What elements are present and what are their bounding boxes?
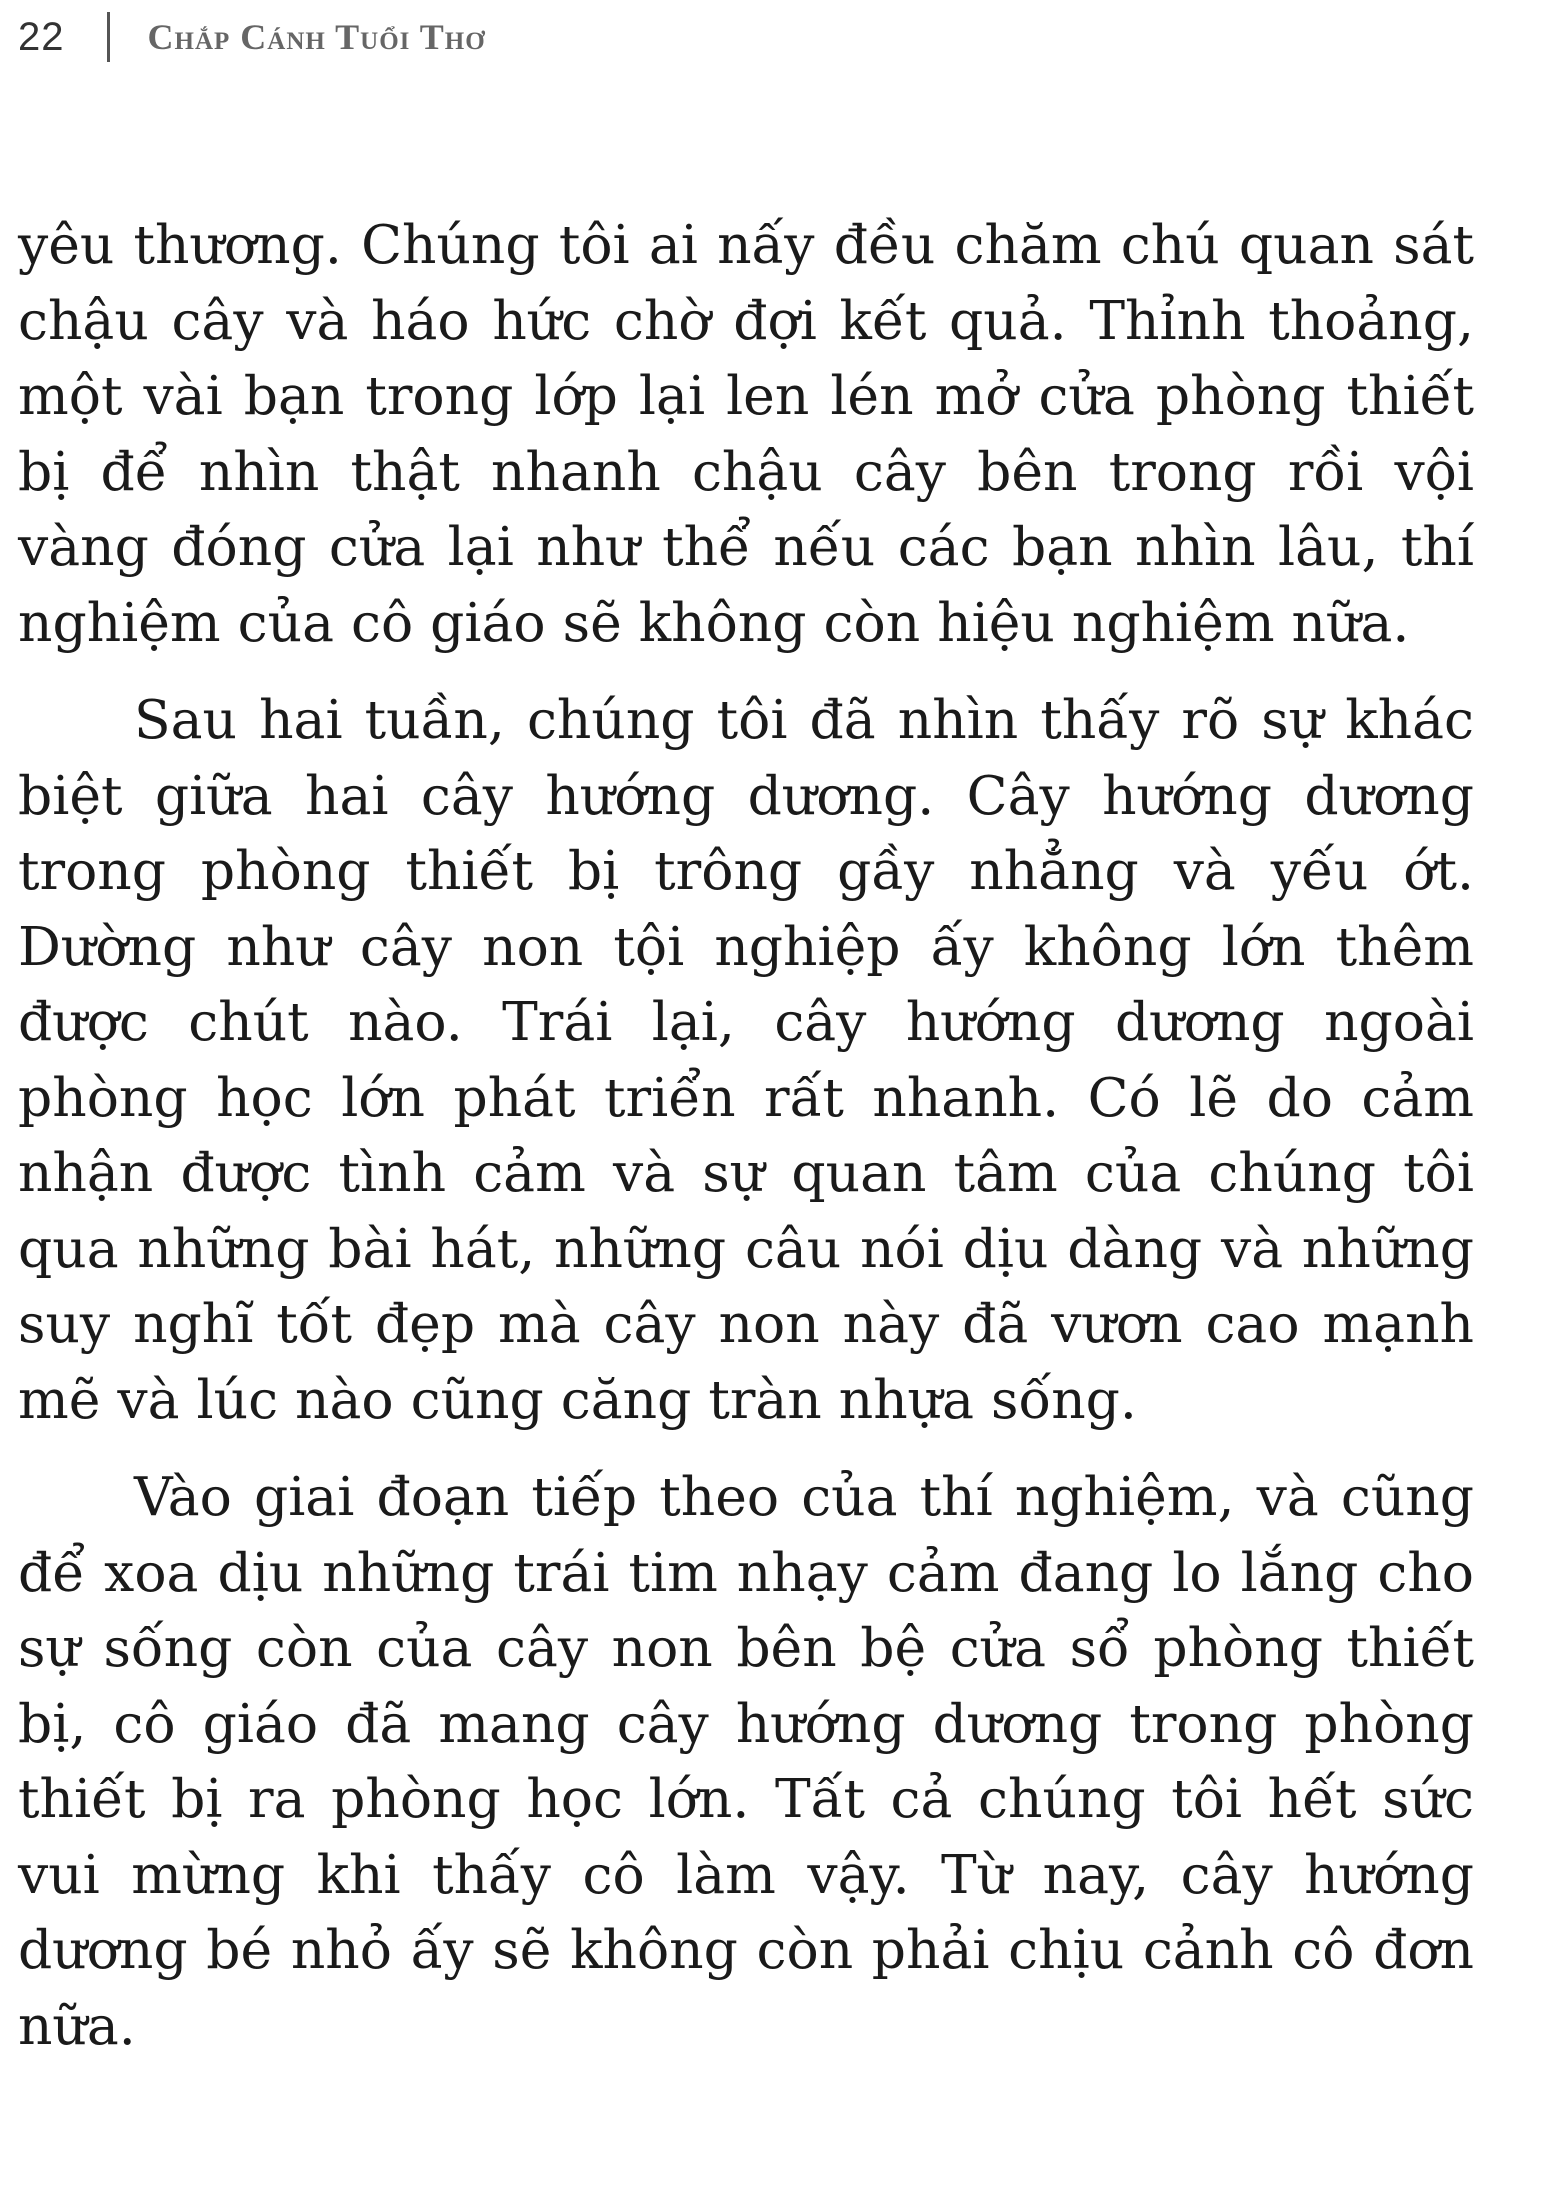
header-divider — [107, 12, 110, 62]
running-head — [18, 12, 486, 62]
page-body — [18, 207, 1474, 2063]
page-number: 22 — [18, 14, 65, 59]
paragraph-2: Sau hai tuần, chúng tôi đã nhìn thấy rõ sự khác biệt giữa hai cây hướng dương. Cây hướng dương trong phòng thiết bị trông gầy nhẳng và yếu ớt. Dường như cây non tội nghiệp ấy không lớn thêm được chút nào. Trái lại, cây hướng dương ngoài phòng học lớn phát triển rất nhanh. Có lẽ do cảm nhận được tình cảm và sự quan tâm của chúng tôi qua những bài hát, những câu nói dịu dàng và những suy nghĩ tốt đẹp mà cây non này đã vươn cao mạnh mẽ và lúc nào cũng căng tràn nhựa sống. — [18, 688, 1474, 1431]
paragraph-3: Vào giai đoạn tiếp theo của thí nghiệm, và cũng để xoa dịu những trái tim nhạy cảm đang lo lắng cho sự sống còn của cây non bên bệ cửa sổ phòng thiết bị, cô giáo đã mang cây hướng dương trong phòng thiết bị ra phòng học lớn. Tất cả chúng tôi hết sức vui mừng khi thấy cô làm vậy. Từ nay, cây hướng dương bé nhỏ ấy sẽ không còn phải chịu cảnh cô đơn nữa. — [18, 1465, 1474, 2057]
book-title: Chắp Cánh Tuổi Thơ — [147, 17, 486, 57]
paragraph-1: yêu thương. Chúng tôi ai nấy đều chăm chú quan sát chậu cây và háo hức chờ đợi kết quả. Thỉnh thoảng, một vài bạn trong lớp lại len lén mở cửa phòng thiết bị để nhìn thật nhanh chậu cây bên trong rồi vội vàng đóng cửa lại như thể nếu các bạn nhìn lâu, thí nghiệm của cô giáo sẽ không còn hiệu nghiệm nữa. — [18, 213, 1474, 654]
